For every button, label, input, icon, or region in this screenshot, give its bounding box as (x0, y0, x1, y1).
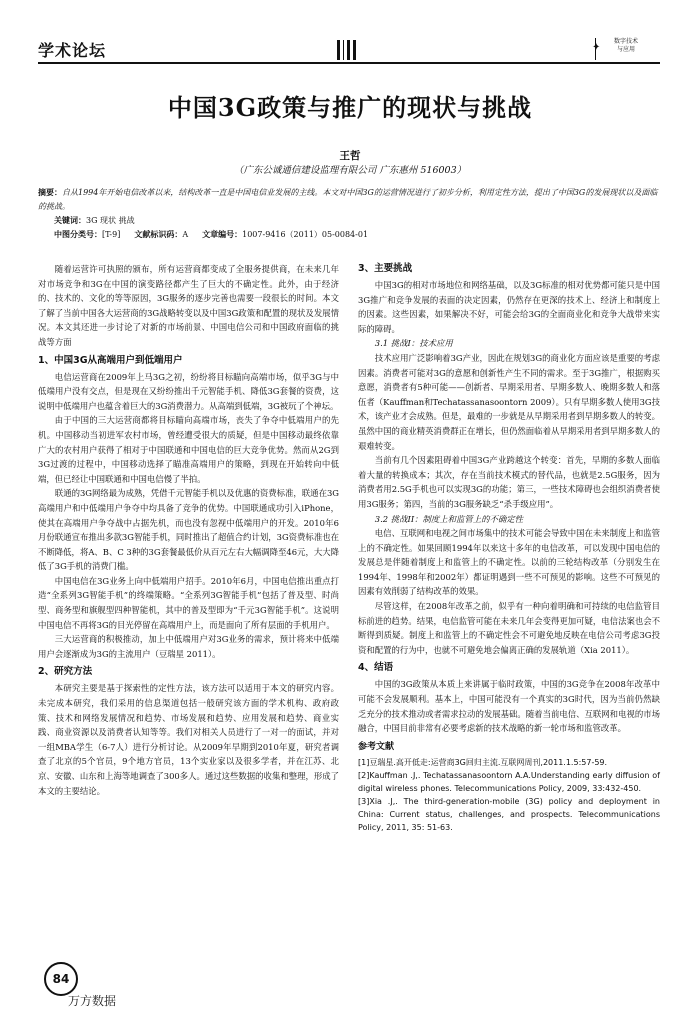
clc-value: [T-9] (102, 230, 121, 239)
journal-logo (592, 38, 656, 60)
clc-label: 中图分类号： (54, 230, 102, 239)
article-meta (38, 186, 660, 242)
logo-line-2: 与应用 (616, 46, 635, 53)
logo-line-1: 数字技术 (613, 38, 638, 45)
paragraph: 本研究主要是基于探索性的定性方法，该方法可以适用于本文的研究内容。未完成本研究，我们采用的信息渠道包括一般研究该方面的学术机构、政府政策、技术和网络发展情况和趋势、市场发展和趋势、应用发展和趋势、商业实践、商业资源以及消费者认知等等。我们对相关人员进行了一对一的面试，并对一组MBA学生（6-7人）进行分析讨论。从2009年早期到2010年夏，研究者调查了北京的5个官员，9个地方官员，13个实业家以及很多学者，并在江苏、北京、安徽、山东和上海等地调查了300多人。通过这些数据的收集和整理，形成了本文的主要结论。 (38, 683, 339, 796)
doc-code-label: 文献标识码： (134, 230, 183, 239)
reference-item: [2]Kauffman .J,. Techatassanasoontorn A.A.Understanding early diffusion of digital wireless phones. Telecommunications Policy, 2009, 33:432-450. (358, 771, 660, 794)
paragraph: 电信、互联网和电视之间市场集中的技术可能会导致中国在未来制度上和监管上的不确定性。如果回顾1994年以来这十多年的电信改革，可以发现中国电信的发展总是伴随着制度上和监管上的不确定性。以前的三轮结构改革（分别发生在1994年、1998年和2002年）都证明遇到一些不可预见的影响。这些不可预见的因素有效削弱了结构改革的效果。 (358, 528, 660, 597)
watermark: 万方数据 (68, 994, 117, 1008)
pushpin-icon: ✦ (592, 42, 601, 53)
affiliation: （广东公诚通信建设监理有限公司 广东惠州 516003） (233, 165, 467, 176)
reference-item: [1]豆瑞星.高开低走:运营商3G回归主流.互联网周刊,2011.1.5:57-59. (358, 758, 608, 768)
subsection-3-1-heading: 3.1 挑战I：技术应用 (374, 338, 453, 349)
abstract-label: 摘要： (38, 188, 62, 197)
abstract-text: 自从1994年开始电信改革以来，结构改革一直是中国电信业发展的主线。本文对中国3G的运营情况进行了初步分析，利用定性方法，提出了中国3G的发展现状以及面临的挑战。 (38, 188, 658, 211)
header-rule (38, 62, 660, 64)
article-no-value: 1007-9416（2011）05-0084-01 (242, 230, 369, 239)
section-tag: 学术论坛 (38, 41, 107, 60)
classification-row (38, 228, 660, 242)
paragraph: 尽管这样，在2008年改革之前，似乎有一种向着明确和可持续的电信监管目标前进的趋势。结果，电信监管可能在未来几年会变得更加可疑，电信法案也会不断得到质疑。制度上和监管上的不确定性会不可避免地反映在电信公司考虑3G投资和配置的行为中，也就不可避免地会偏离正确的发展轨道（Xia 2011）。 (358, 601, 660, 655)
paragraph: 中国的3G政策从本质上来讲属于临时政策，中国的3G竞争在2008年改革中可能不会发展顺利。基本上，中国可能没有一个真实的3G时代，因为当前仍然缺乏充分的技术推动或者需求拉动的发展基础。随着当前电信、互联网和电视的市场融合，中国目前非常有必要考虑新的技术战略的新一轮市场和监管改革。 (358, 679, 660, 734)
left-column (38, 262, 339, 798)
paragraph: 联通的3G网络最为成熟，凭借千元智能手机以及优惠的资费标准，联通在3G高端用户和中低端用户争夺中均具备了竞争的优势。中国联通成功引入iPhone，使其在高端用户争夺战中占据先机，而也没有忽视中低端用户的开发。2010年6月份联通宣布推出多款3G智能手机，同时推出了超值合约计划，3G资费标准也在不断降低，将A、B、C 3种的3G套餐最低价从百元左右大幅调降至46元，大大降低了3G手机的消费门槛。 (38, 488, 339, 572)
doc-code-value: A (182, 230, 189, 239)
paragraph: 中国3G的相对市场地位和网络基础，以及3G标准的相对优势都可能只是中国3G推广和竞争发展的表面的决定因素，仍然存在更深的技术上、经济上和制度上的因素。这些因素，如果解决不好，可能会给3G的全面商业化和竞争大战带来实际的障碍。 (358, 280, 660, 334)
article-no-label: 文章编号： (202, 230, 243, 239)
reference-item: [3]Xia .J,. The third-generation-mobile (3G) policy and deployment in China: Current status, challenges, and prospects. Telecommunications Policy, 2011, 35: 51-63. (358, 797, 660, 833)
paragraph: 三大运营商的积极推动，加上中低端用户对3G业务的需求，预计将来中低端用户会逐渐成为3G的主流用户（豆瑞星 2011）。 (38, 634, 339, 659)
article-title: 中国3G政策与推广的现状与挑战 (167, 93, 533, 122)
section-2-heading: 2、研究方法 (38, 666, 93, 678)
keywords-row (38, 214, 660, 228)
paragraph: 当前有几个因素阻碍着中国3G产业跨越这个转变：首先，早期的多数人面临着大量的转换成本；其次，存在当前技术模式的替代品，也就是2.5G服务，因为消费者用2.5G手机也可以实现3G的功能；第三，一些技术障碍也会组织消费者使用3G服务；第四，当前的3G服务缺乏“杀手级应用”。 (358, 455, 660, 509)
section-3-heading: 3、主要挑战 (358, 263, 413, 274)
page-header (38, 38, 660, 64)
section-4-heading: 4、结语 (358, 662, 394, 674)
subsection-3-2-heading: 3.2 挑战II：制度上和监管上的不确定性 (374, 513, 524, 524)
author: 王哲 (339, 150, 361, 162)
references-heading: 参考文献 (358, 741, 395, 752)
paragraph: 中国电信在3G业务上向中低端用户招手。2010年6月，中国电信推出重点打造“全系列3G智能手机”的终端策略。“全系列3G智能手机”包括了普及型、时尚型、商务型和旗舰型四种智能机，其中的普及型即为“千元3G智能手机”。这说明中国电信不再将3G的目光停留在高端用户上，而是面向了所有层面的手机用户。 (38, 575, 339, 630)
paragraph: 电信运营商在2009年上马3G之初，纷纷将目标瞄向高端市场，似乎3G与中低端用户没有交点，但是现在又纷纷推出千元智能手机、降低3G套餐的资费，这说明中低端用户也蕴含着巨大的3G消费潜力。从高端到低端，3G被玩了个神坛。 (38, 371, 339, 411)
paragraph: 技术应用广泛影响着3G产业，因此在规划3G的商业化方面应该是重要的考虑因素。消费者可能对3G的意愿和创新性产生不同的需求。至于3G推广，根据购买意愿，消费者有5种可能——创新者、早期采用者、早期多数人、晚期多数人和落伍者（Kauffman和Techatassanasoontorn 2009）。只有早期多数人使用3G技术，该产业才会成熟。但是，最难的一步就是从早期采用者到早期多数人的转变。虽然中国的商业精英消费群正在增长，但仍然面临着从早期采用者到早期多数人的艰难转变。 (358, 352, 660, 451)
keywords: 3G 现状 挑战 (86, 216, 135, 225)
page-number: 84 (44, 962, 78, 996)
paragraph: 由于中国的三大运营商都将目标瞄向高端市场，丧失了争夺中低端用户的先机。中国移动当初进军农村市场，曾经遭受很大的质疑，但是中国移动最终依靠广大的农村用户获得了相对于中国联通和中国电信的巨大竞争优势。然而从2G到3G过渡的过程中，中国移动选择了瞄准高端用户的策略，到现在开始转向中低端，但已经让中国联通和中国电信慢了半拍。 (38, 415, 339, 484)
keywords-label: 关键词： (54, 216, 86, 225)
section-1-heading: 1、中国3G从高端用户到低端用户 (38, 354, 183, 366)
abstract (38, 186, 660, 214)
header-bars-ornament (337, 40, 356, 60)
intro-paragraph: 随着运营许可执照的颁布，所有运营商都变成了全服务提供商，在未来几年对市场竞争和3G在中国的演变路径都产生了巨大的不确定性。此外，由于经济的、技术的、文化的等等原因，3G服务的逐步完善也需要一段很长的时间。本文了解了当前中国各大运营商的3G战略转变以及中国3G政策和配置的现状及发展情况。本文其还进一步讨论了对新的市场前景、中国电信公司和中国政府面临的挑战等方面 (38, 264, 339, 347)
right-column (358, 262, 660, 834)
